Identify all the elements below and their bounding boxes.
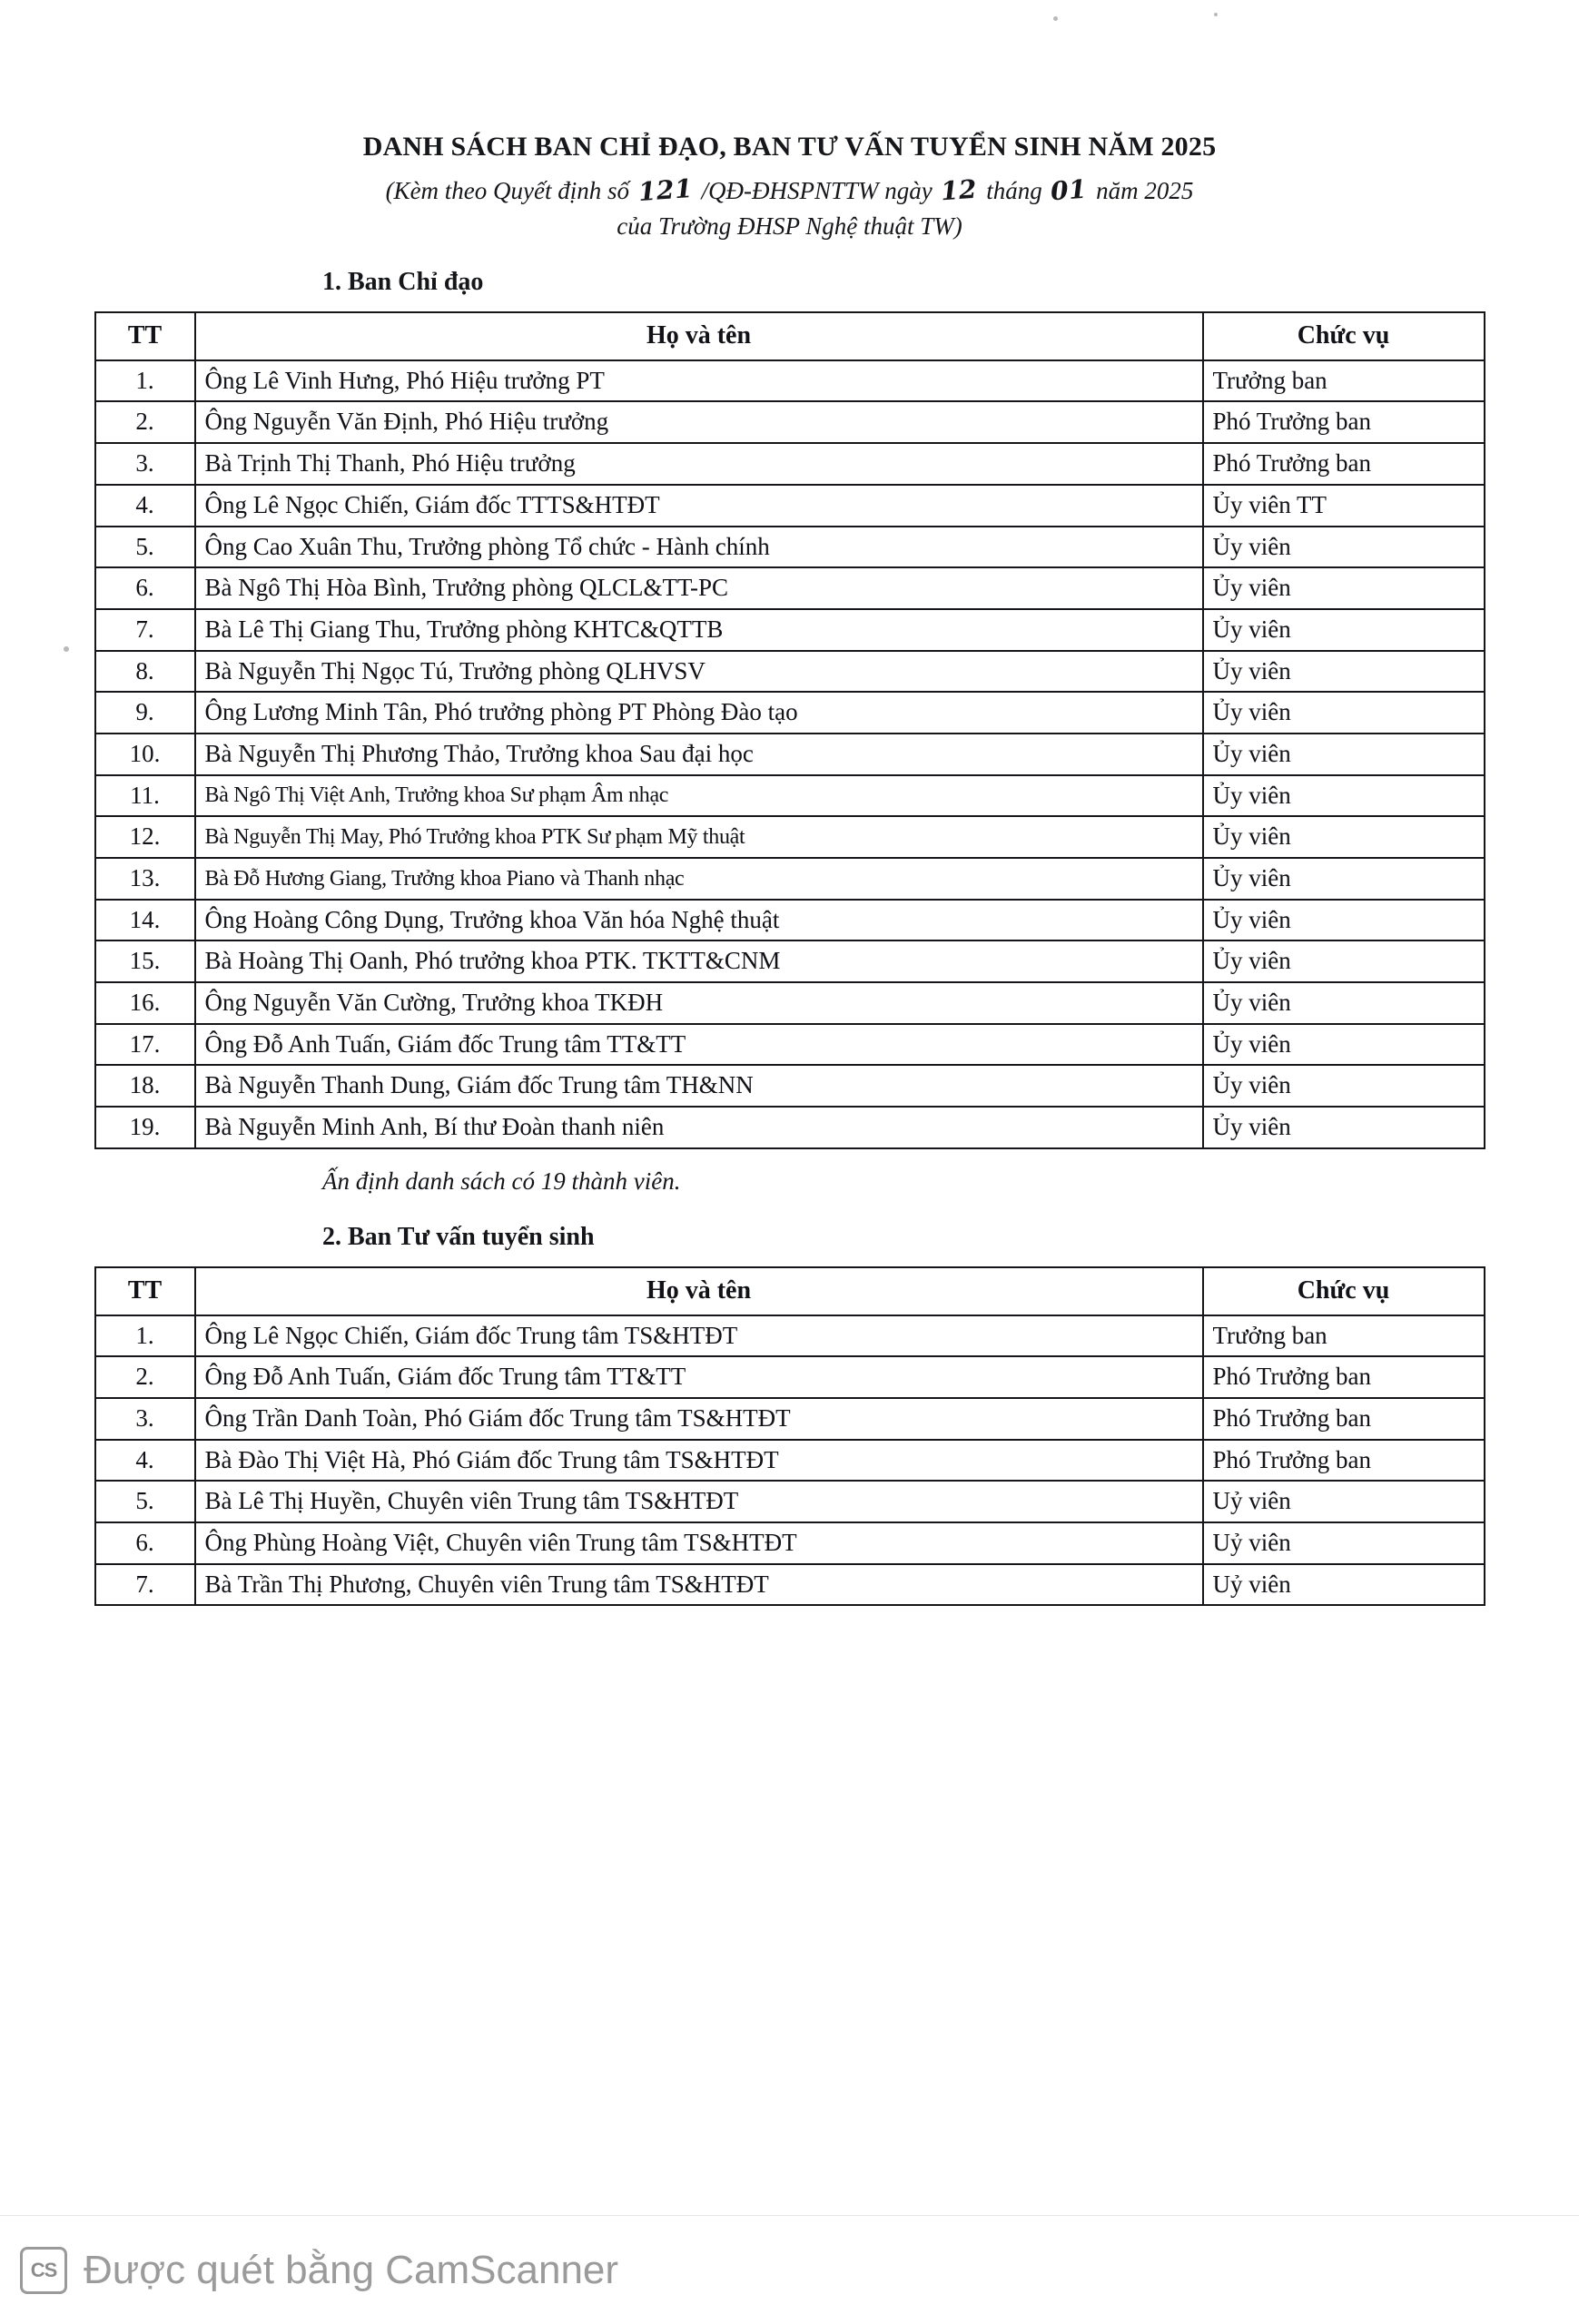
table-row xyxy=(95,1481,1485,1522)
row-role: Ủy viên xyxy=(1203,1107,1485,1148)
row-role: Phó Trưởng ban xyxy=(1203,401,1485,443)
row-role: Ủy viên xyxy=(1203,940,1485,982)
row-index: 12. xyxy=(95,816,195,858)
reference-prefix: (Kèm theo Quyết định số xyxy=(385,177,630,204)
row-role: Ủy viên xyxy=(1203,900,1485,941)
table-row xyxy=(95,360,1485,402)
table-row xyxy=(95,527,1485,568)
row-role: Ủy viên xyxy=(1203,858,1485,900)
table-row xyxy=(95,485,1485,527)
row-index: 7. xyxy=(95,609,195,651)
table-header-row xyxy=(95,1267,1485,1315)
row-index: 16. xyxy=(95,982,195,1024)
row-name: Bà Hoàng Thị Oanh, Phó trưởng khoa PTK. TKTT&CNM xyxy=(195,940,1203,982)
advisory-board-rows xyxy=(95,1315,1485,1606)
table-row xyxy=(95,1315,1485,1357)
row-index: 7. xyxy=(95,1564,195,1606)
table-row xyxy=(95,900,1485,941)
row-index: 3. xyxy=(95,443,195,485)
camscanner-label: Được quét bằng CamScanner xyxy=(84,2247,619,2292)
row-name: Bà Ngô Thị Việt Anh, Trưởng khoa Sư phạm Âm nhạc xyxy=(195,775,1203,817)
row-role: Ủy viên xyxy=(1203,1065,1485,1107)
column-header-role: Chức vụ xyxy=(1203,312,1485,360)
table-row xyxy=(95,775,1485,817)
table-row xyxy=(95,1440,1485,1482)
row-name: Ông Hoàng Công Dụng, Trưởng khoa Văn hóa Nghệ thuật xyxy=(195,900,1203,941)
row-name: Ông Đỗ Anh Tuấn, Giám đốc Trung tâm TT&TT xyxy=(195,1356,1203,1398)
row-index: 10. xyxy=(95,734,195,775)
section-2-heading: 2. Ban Tư vấn tuyển sinh xyxy=(322,1222,595,1251)
row-index: 5. xyxy=(95,1481,195,1522)
row-role: Ủy viên xyxy=(1203,982,1485,1024)
reference-year: năm 2025 xyxy=(1096,177,1194,204)
row-index: 9. xyxy=(95,692,195,734)
table-row xyxy=(95,940,1485,982)
row-index: 14. xyxy=(95,900,195,941)
row-role: Ủy viên xyxy=(1203,567,1485,609)
row-name: Ông Lê Ngọc Chiến, Giám đốc TTTS&HTĐT xyxy=(195,485,1203,527)
row-name: Bà Trịnh Thị Thanh, Phó Hiệu trưởng xyxy=(195,443,1203,485)
table-row xyxy=(95,1107,1485,1148)
row-index: 18. xyxy=(95,1065,195,1107)
table-row xyxy=(95,401,1485,443)
camscanner-logo-icon: CS xyxy=(20,2247,67,2294)
row-role: Ủy viên xyxy=(1203,609,1485,651)
row-name: Ông Đỗ Anh Tuấn, Giám đốc Trung tâm TT&TT xyxy=(195,1024,1203,1066)
row-role: Ủy viên xyxy=(1203,527,1485,568)
table-row xyxy=(95,651,1485,693)
row-role: Ủy viên xyxy=(1203,734,1485,775)
row-index: 4. xyxy=(95,1440,195,1482)
row-name: Bà Lê Thị Huyền, Chuyên viên Trung tâm TS&HTĐT xyxy=(195,1481,1203,1522)
table-row xyxy=(95,816,1485,858)
row-index: 1. xyxy=(95,1315,195,1357)
row-index: 15. xyxy=(95,940,195,982)
row-role: Phó Trưởng ban xyxy=(1203,1356,1485,1398)
document-issuer-line: của Trường ĐHSP Nghệ thuật TW) xyxy=(617,212,962,240)
row-role: Phó Trưởng ban xyxy=(1203,1440,1485,1482)
row-name: Bà Ngô Thị Hòa Bình, Trưởng phòng QLCL&TT-PC xyxy=(195,567,1203,609)
row-role: Phó Trưởng ban xyxy=(1203,1398,1485,1440)
page-title: DANH SÁCH BAN CHỈ ĐẠO, BAN TƯ VẤN TUYỂN SINH NĂM 2025 xyxy=(362,132,1217,162)
row-name: Ông Lê Ngọc Chiến, Giám đốc Trung tâm TS&HTĐT xyxy=(195,1315,1203,1357)
row-index: 6. xyxy=(95,1522,195,1564)
row-index: 1. xyxy=(95,360,195,402)
column-header-name: Họ và tên xyxy=(195,1267,1203,1315)
row-name: Bà Nguyễn Thị Phương Thảo, Trưởng khoa Sau đại học xyxy=(195,734,1203,775)
table-row xyxy=(95,443,1485,485)
steering-committee-rows xyxy=(95,360,1485,1148)
row-name: Bà Nguyễn Thanh Dung, Giám đốc Trung tâm TH&NN xyxy=(195,1065,1203,1107)
row-index: 3. xyxy=(95,1398,195,1440)
row-name: Bà Lê Thị Giang Thu, Trưởng phòng KHTC&QTTB xyxy=(195,609,1203,651)
row-index: 13. xyxy=(95,858,195,900)
table-row xyxy=(95,1564,1485,1606)
steering-committee-table xyxy=(94,311,1485,1149)
row-name: Bà Nguyễn Thị Ngọc Tú, Trưởng phòng QLHVSV xyxy=(195,651,1203,693)
row-role: Ủy viên xyxy=(1203,1024,1485,1066)
row-name: Ông Lương Minh Tân, Phó trưởng phòng PT Phòng Đào tạo xyxy=(195,692,1203,734)
handwritten-month: 01 xyxy=(1050,173,1089,207)
reference-middle: /QĐ-ĐHSPNTTW ngày xyxy=(701,177,933,204)
row-name: Ông Nguyễn Văn Cường, Trưởng khoa TKĐH xyxy=(195,982,1203,1024)
row-name: Bà Trần Thị Phương, Chuyên viên Trung tâm TS&HTĐT xyxy=(195,1564,1203,1606)
row-index: 19. xyxy=(95,1107,195,1148)
row-name: Bà Đào Thị Việt Hà, Phó Giám đốc Trung tâm TS&HTĐT xyxy=(195,1440,1203,1482)
camscanner-watermark xyxy=(0,2215,1579,2324)
row-index: 5. xyxy=(95,527,195,568)
column-header-name: Họ và tên xyxy=(195,312,1203,360)
row-name: Ông Trần Danh Toàn, Phó Giám đốc Trung tâm TS&HTĐT xyxy=(195,1398,1203,1440)
row-name: Ông Lê Vinh Hưng, Phó Hiệu trưởng PT xyxy=(195,360,1203,402)
column-header-tt: TT xyxy=(95,312,195,360)
row-role: Uỷ viên xyxy=(1203,1481,1485,1522)
row-role: Uỷ viên xyxy=(1203,1522,1485,1564)
table-row xyxy=(95,567,1485,609)
row-index: 2. xyxy=(95,1356,195,1398)
row-name: Ông Nguyễn Văn Định, Phó Hiệu trưởng xyxy=(195,401,1203,443)
row-role: Ủy viên xyxy=(1203,651,1485,693)
row-index: 4. xyxy=(95,485,195,527)
table-row xyxy=(95,1398,1485,1440)
row-role: Ủy viên xyxy=(1203,692,1485,734)
reference-month-label: tháng xyxy=(986,177,1042,204)
row-name: Bà Đỗ Hương Giang, Trưởng khoa Piano và Thanh nhạc xyxy=(195,858,1203,900)
row-role: Ủy viên xyxy=(1203,775,1485,817)
table-row xyxy=(95,982,1485,1024)
row-role: Uỷ viên xyxy=(1203,1564,1485,1606)
section-1-heading: 1. Ban Chỉ đạo xyxy=(322,268,484,296)
table-row xyxy=(95,1522,1485,1564)
document-reference-line xyxy=(0,172,1579,208)
row-role: Ủy viên TT xyxy=(1203,485,1485,527)
table-row xyxy=(95,858,1485,900)
row-name: Ông Cao Xuân Thu, Trưởng phòng Tổ chức - Hành chính xyxy=(195,527,1203,568)
row-name: Bà Nguyễn Minh Anh, Bí thư Đoàn thanh niên xyxy=(195,1107,1203,1148)
table-row xyxy=(95,1065,1485,1107)
row-index: 11. xyxy=(95,775,195,817)
table-row xyxy=(95,734,1485,775)
advisory-board-table xyxy=(94,1266,1485,1607)
handwritten-day: 12 xyxy=(940,173,979,207)
row-name: Ông Phùng Hoàng Việt, Chuyên viên Trung tâm TS&HTĐT xyxy=(195,1522,1203,1564)
table-row xyxy=(95,1024,1485,1066)
handwritten-decision-number: 121 xyxy=(637,172,694,208)
table-row xyxy=(95,692,1485,734)
column-header-role: Chức vụ xyxy=(1203,1267,1485,1315)
table-row xyxy=(95,1356,1485,1398)
row-role: Trưởng ban xyxy=(1203,360,1485,402)
row-role: Trưởng ban xyxy=(1203,1315,1485,1357)
member-count-note: Ấn định danh sách có 19 thành viên. xyxy=(322,1167,681,1195)
row-name: Bà Nguyễn Thị May, Phó Trưởng khoa PTK Sư phạm Mỹ thuật xyxy=(195,816,1203,858)
table-row xyxy=(95,609,1485,651)
row-index: 17. xyxy=(95,1024,195,1066)
row-role: Ủy viên xyxy=(1203,816,1485,858)
row-role: Phó Trưởng ban xyxy=(1203,443,1485,485)
column-header-tt: TT xyxy=(95,1267,195,1315)
row-index: 8. xyxy=(95,651,195,693)
row-index: 6. xyxy=(95,567,195,609)
table-header-row xyxy=(95,312,1485,360)
row-index: 2. xyxy=(95,401,195,443)
